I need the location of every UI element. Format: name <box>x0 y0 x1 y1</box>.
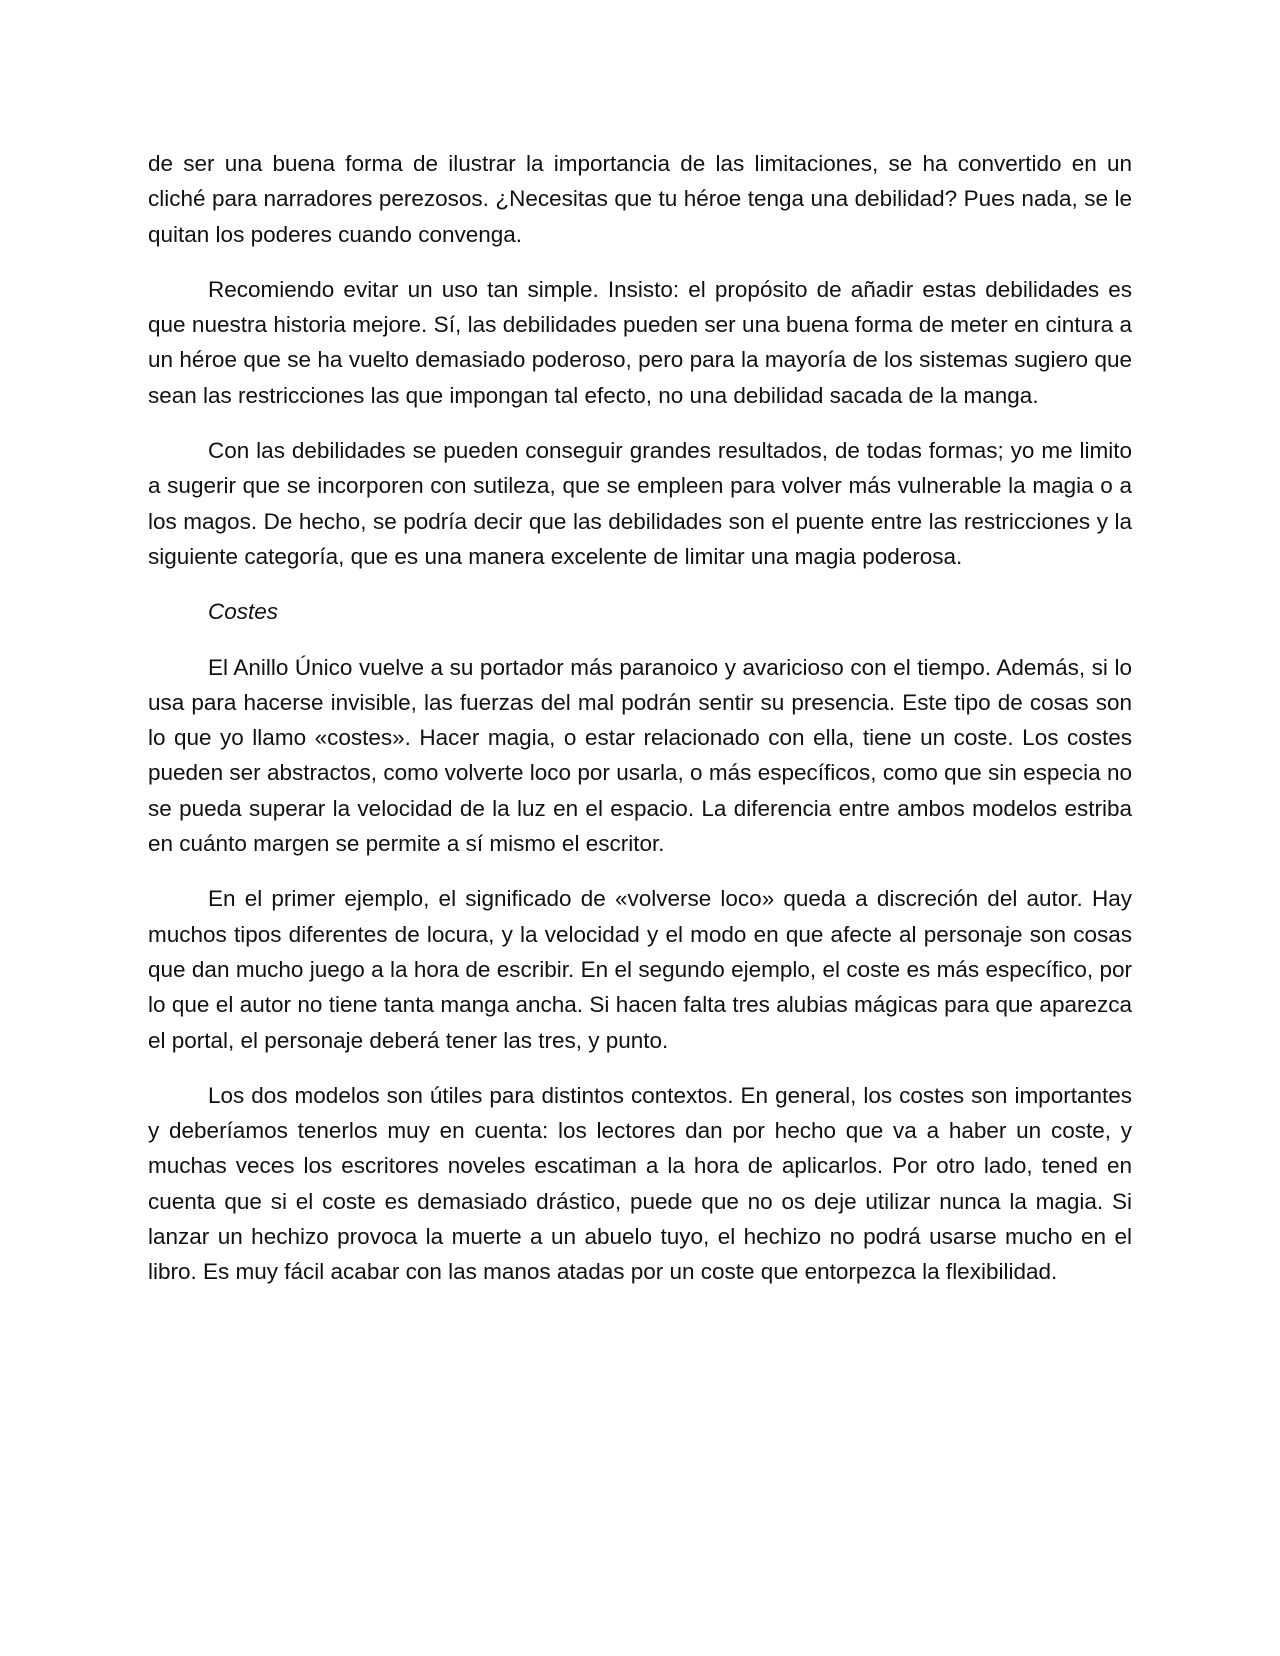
paragraph: Recomiendo evitar un uso tan simple. Insisto: el propósito de añadir estas debilidades es que nuestra historia mejore. Sí, las debilidades pueden ser una buena forma de meter en cintura a un héroe que se ha vuelto demasiado poderoso, pero para la mayoría de los sistemas sugiero que sean las restricciones las que impongan tal efecto, no una debilidad sacada de la manga. <box>148 276 1132 408</box>
paragraph: En el primer ejemplo, el significado de «volverse loco» queda a discreción del autor. Hay muchos tipos diferentes de locura, y la velocidad y el modo en que afecte al personaje son cosas que dan mucho juego a la hora de escribir. En el segundo ejemplo, el coste es más específico, por lo que el autor no tiene tanta manga ancha. Si hacen falta tres alubias mágicas para que aparezca el portal, el personaje deberá tener las tres, y punto. <box>148 886 1132 1053</box>
section-subheading: Costes <box>208 599 279 625</box>
paragraph: Los dos modelos son útiles para distintos contextos. En general, los costes son importantes y deberíamos tenerlos muy en cuenta: los lectores dan por hecho que va a haber un coste, y muchas veces los escritores noveles escatiman a la hora de aplicarlos. Por otro lado, tened en cuenta que si el coste es demasiado drástico, puede que no os deje utilizar nunca la magia. Si lanzar un hechizo provoca la muerte a un abuelo tuyo, el hechizo no podrá usarse mucho en el libro. Es muy fácil acabar con las manos atadas por un coste que entorpezca la flexibilidad. <box>148 1082 1132 1285</box>
paragraph: Con las debilidades se pueden conseguir grandes resultados, de todas formas; yo me limito a sugerir que se incorporen con sutileza, que se empleen para volver más vulnerable la magia o a los magos. De hecho, se podría decir que las debilidades son el puente entre las restricciones y la siguiente categoría, que es una manera excelente de limitar una magia poderosa. <box>148 438 1132 569</box>
paragraph-continuation: de ser una buena forma de ilustrar la importancia de las limitaciones, se ha convertido en un cliché para narradores perezosos. ¿Necesitas que tu héroe tenga una debilidad? Pues nada, se le quitan los poderes cuando convenga. <box>148 151 1132 247</box>
paragraph: El Anillo Único vuelve a su portador más paranoico y avaricioso con el tiempo. Además, si lo usa para hacerse invisible, las fuerzas del mal podrán sentir su presencia. Este tipo de cosas son lo que yo llamo «costes». Hacer magia, o estar relacionado con ella, tiene un coste. Los costes pueden ser abstractos, como volverte loco por usarla, o más específicos, como que sin especia no se pueda superar la velocidad de la luz en el espacio. La diferencia entre ambos modelos estriba en cuánto margen se permite a sí mismo el escritor. <box>148 654 1132 857</box>
body-text <box>148 146 1132 1310</box>
